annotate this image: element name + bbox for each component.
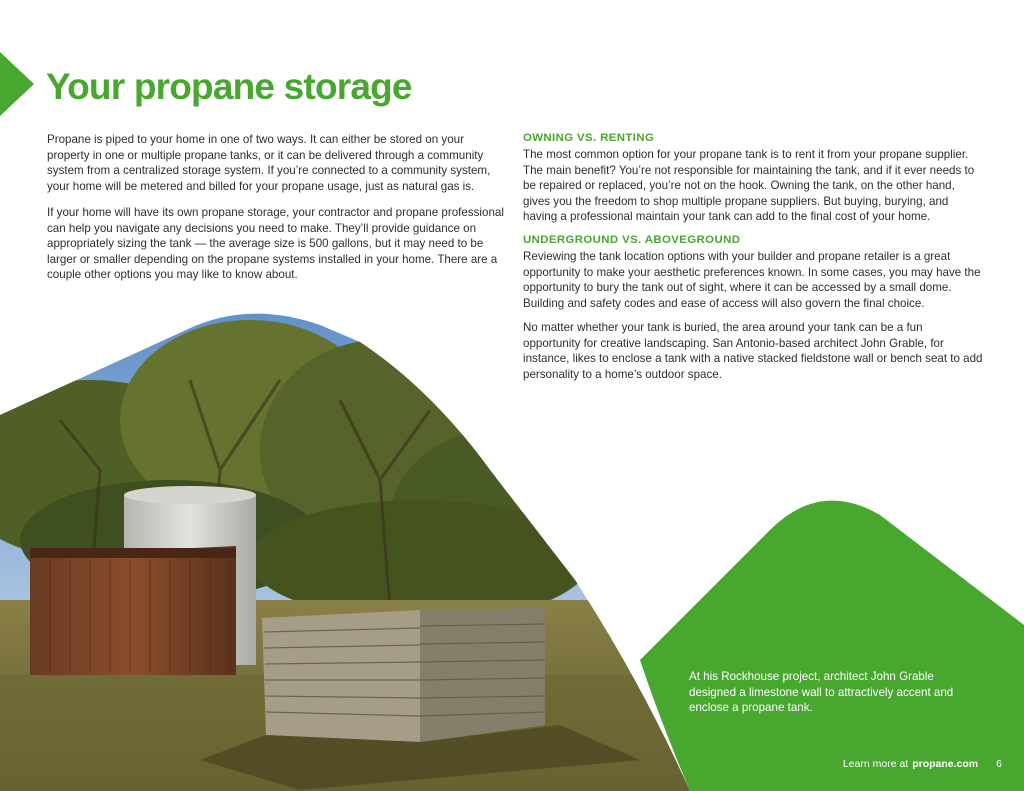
landscaping-paragraph: No matter whether your tank is buried, the area around your tank can be a fun opportunity for creative landscaping. San Antonio-based architect John Grable, for instance, likes to enclose a tank with a native stacked fieldstone wall or bench seat to add personality to a home’s outdoor space. [523, 321, 983, 381]
learn-more-text: Learn more at [842, 758, 909, 770]
intro-paragraph: Propane is piped to your home in one of two ways. It can either be stored on your property in one or multiple propane tanks, or it can be delivered through a community system from a centralized storage system. If you’re connected to a community system, your home will be metered and billed for your propane usage, just as natural gas is. [47, 133, 491, 193]
storage-paragraph: If your home will have its own propane storage, your contractor and propane professional can help you navigate any decisions you need to make. They’ll provide guidance on appropriately sizing the tank — the average size is 500 gallons, but it may need to be larger or smaller depending on the propane systems installed in your home. There are a couple other options you may like to know about. [47, 206, 504, 282]
page-number: 6 [996, 758, 1002, 770]
page-footer [843, 758, 1002, 770]
owning-vs-renting-heading: OWNING VS. RENTING [523, 132, 655, 144]
page-title: Your propane storage [46, 66, 412, 107]
underground-vs-aboveground-heading: UNDERGROUND VS. ABOVEGROUND [523, 234, 741, 246]
underground-vs-aboveground-text: Reviewing the tank location options with your builder and propane retailer is a great opportunity to make your aesthetic preferences known. In some cases, you may have the opportunity to bury the tank out of sight, where it can be accessed by a small dome. Building and safety codes and ease of access will also govern the final choice. [523, 250, 981, 310]
photo-caption: At his Rockhouse project, architect John Grable designed a limestone wall to attractively accent and enclose a propane tank. [689, 670, 954, 715]
owning-vs-renting-text: The most common option for your propane tank is to rent it from your propane supplier. The main benefit? You’re not responsible for maintaining the tank, and if it ever needs to be repaired or replaced, you’re not on the hook. Owning the tank, on the other hand, gives you the freedom to shop multiple propane suppliers. But buying, burying, and having a professional maintain your tank can add to the final cost of your home. [523, 148, 975, 224]
propane-link[interactable]: propane.com [912, 758, 979, 770]
